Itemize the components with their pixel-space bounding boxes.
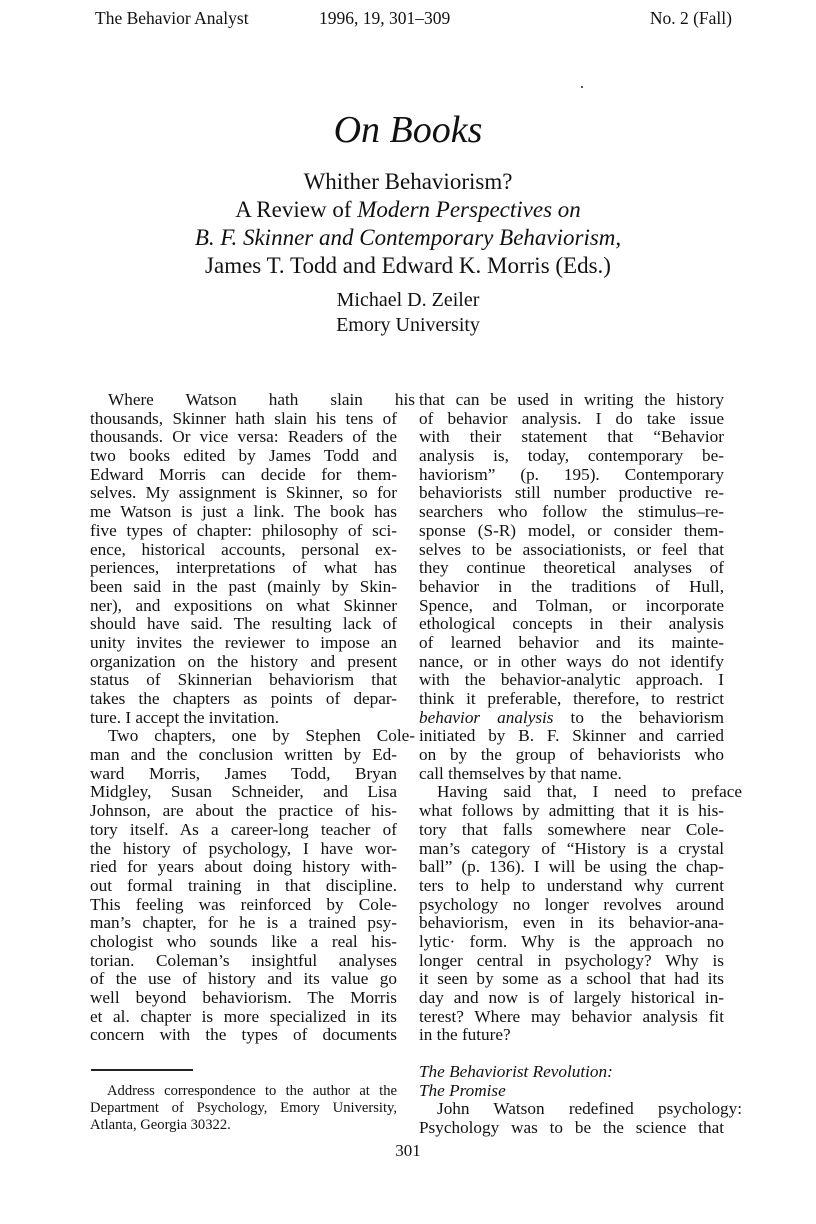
text-line: on by the group of behaviorists who	[419, 745, 724, 765]
text-line: Edward Morris can decide for them-	[90, 464, 397, 484]
text-line: what follows by admitting that it is his-	[419, 801, 724, 821]
text-line: ried for years about doing history with-	[90, 857, 397, 877]
book-title-part-1: Modern Perspectives on	[357, 197, 581, 222]
text-line: thousands. Or vice versa: Readers of the	[90, 427, 397, 447]
title-prefix: A Review of	[235, 197, 358, 222]
text-line: terest? Where may behavior analysis fit	[419, 1006, 724, 1026]
text-line: selves to be associationists, or feel that	[419, 539, 724, 559]
byline	[0, 288, 816, 338]
text-line: ters to help to understand why current	[419, 875, 724, 895]
footnote-line: Department of Psychology, Emory University,	[90, 1100, 397, 1116]
subheading-line: The Behaviorist Revolution:	[419, 1062, 613, 1082]
author-name: Michael D. Zeiler	[336, 289, 480, 311]
text-line: Two chapters, one by Stephen Cole-	[108, 726, 415, 746]
text-line	[419, 709, 724, 728]
text-line: me Watson is just a link. The book has	[90, 502, 397, 522]
text-fragment: to the behaviorism	[553, 707, 724, 727]
text-line: two books edited by James Todd and	[90, 446, 397, 466]
text-line: behaviorists still number productive re-	[419, 483, 724, 503]
text-line: tory itself. As a career-long teacher of	[90, 819, 397, 839]
text-line: unity invites the reviewer to impose an	[90, 632, 397, 652]
text-line: John Watson redefined psychology:	[437, 1099, 742, 1119]
footnote	[90, 1083, 397, 1134]
text-line: been said in the past (mainly by Skin-	[90, 576, 397, 596]
text-line: et al. chapter is more specialized in its	[90, 1006, 397, 1026]
title-line-2	[0, 196, 816, 224]
text-line: it seen by some as a school that had its	[419, 969, 724, 989]
text-line: sponse (S-R) model, or consider them-	[419, 520, 724, 540]
footnote-rule	[91, 1069, 193, 1071]
paragraph-3	[419, 391, 724, 783]
text-line: Midgley, Susan Schneider, and Lisa	[90, 782, 397, 802]
author-affiliation: Emory University	[336, 314, 480, 336]
text-line: ture. I accept the invitation.	[90, 707, 279, 727]
text-line: concern with the types of documents	[90, 1025, 397, 1045]
text-line: ner), and expositions on what Skinner	[90, 595, 397, 615]
running-head	[92, 6, 732, 30]
text-line: think it preferable, therefore, to restrict	[419, 689, 724, 708]
text-line: call themselves by that name.	[419, 763, 622, 783]
journal-name: The Behavior Analyst	[95, 8, 249, 28]
right-column	[419, 390, 742, 1138]
italic-term: behavior analysis	[419, 707, 554, 727]
text-line: longer central in psychology? Why is	[419, 950, 724, 970]
text-line: that can be used in writing the history	[419, 390, 724, 409]
text-line: haviorism” (p. 195). Contemporary	[419, 464, 724, 484]
title-line-3	[0, 224, 816, 252]
text-line: analysis is, today, contemporary be-	[419, 446, 724, 466]
text-line: man and the conclusion written by Ed-	[90, 745, 397, 765]
text-line: selves. My assignment is Skinner, so for	[90, 483, 397, 503]
subheading-line: The Promise	[419, 1080, 506, 1100]
paragraph-1	[90, 390, 415, 727]
text-line: with the behavior-analytic approach. I	[419, 670, 724, 690]
text-line: ward Morris, James Todd, Bryan	[90, 763, 397, 783]
section-title: On Books	[333, 109, 483, 151]
text-line: Where Watson hath slain his	[108, 390, 415, 409]
text-line: This feeling was reinforced by Cole-	[90, 894, 397, 914]
text-line: psychology no longer revolves around	[419, 894, 724, 914]
title-line-4: James T. Todd and Edward K. Morris (Eds.)	[205, 253, 611, 278]
text-line: ball” (p. 136). I will be using the chap-	[419, 857, 724, 877]
text-line: well beyond behaviorism. The Morris	[90, 988, 397, 1007]
text-line: ence, historical accounts, personal ex-	[90, 539, 397, 559]
text-line: nance, or in other ways do not identify	[419, 651, 724, 671]
text-line: of the use of history and its value go	[90, 969, 397, 989]
issue-number: No. 2 (Fall)	[649, 8, 732, 28]
footnote-line: Atlanta, Georgia 30322.	[90, 1117, 231, 1133]
text-line: chologist who sounds like a real his-	[90, 931, 397, 951]
text-line: status of Skinnerian behaviorism that	[90, 670, 397, 690]
text-line: they continue theoretical analyses of	[419, 558, 724, 578]
footnote-line: Address correspondence to the author at the	[107, 1083, 397, 1099]
text-line: searchers who follow the stimulus–re-	[419, 502, 724, 522]
text-line: behaviorism, even in its behavior-ana-	[419, 913, 724, 933]
subheading	[419, 1063, 724, 1100]
page-number: 301	[395, 1141, 421, 1160]
text-line: day and now is of largely historical in-	[419, 988, 724, 1007]
text-line: organization on the history and present	[90, 651, 397, 671]
text-line: lytic· form. Why is the approach no	[419, 931, 724, 951]
title-line-1: Whither Behaviorism?	[303, 169, 513, 194]
text-line: behavior in the traditions of Hull,	[419, 576, 724, 596]
text-line: takes the chapters as points of depar-	[90, 689, 397, 708]
text-line: periences, interpretations of what has	[90, 558, 397, 578]
paragraph-4	[419, 782, 742, 1045]
scan-speck	[581, 86, 583, 88]
text-line: in the future?	[419, 1025, 511, 1045]
text-line: should have said. The resulting lack of	[90, 614, 397, 634]
text-line: of learned behavior and its mainte-	[419, 632, 724, 652]
text-line: Psychology was to be the science that	[419, 1118, 724, 1138]
book-title-part-2: B. F. Skinner and Contemporary Behaviorism,	[194, 225, 622, 250]
text-line: Having said that, I need to preface	[437, 782, 742, 802]
text-line: five types of chapter: philosophy of sci-	[90, 520, 397, 540]
text-line: the history of psychology, I have wor-	[90, 838, 397, 858]
paragraph-2	[90, 726, 415, 1045]
paragraph-5	[419, 1099, 742, 1138]
article-title	[0, 168, 816, 280]
left-column	[90, 390, 415, 1045]
text-line: with their statement that “Behavior	[419, 427, 724, 447]
text-line: torian. Coleman’s insightful analyses	[90, 950, 397, 970]
text-line: Spence, and Tolman, or incorporate	[419, 595, 724, 615]
text-line: man’s category of “History is a crystal	[419, 838, 724, 858]
text-line: man’s chapter, for he is a trained psy-	[90, 913, 397, 933]
text-line: Johnson, are about the practice of his-	[90, 801, 397, 821]
text-line: initiated by B. F. Skinner and carried	[419, 726, 724, 746]
text-line: ethological concepts in their analysis	[419, 614, 724, 634]
text-line: thousands, Skinner hath slain his tens of	[90, 408, 397, 428]
citation: 1996, 19, 301–309	[319, 8, 451, 28]
text-line: out formal training in that discipline.	[90, 875, 397, 895]
text-line: tory that falls somewhere near Cole-	[419, 819, 724, 839]
text-line: of behavior analysis. I do take issue	[419, 408, 724, 428]
